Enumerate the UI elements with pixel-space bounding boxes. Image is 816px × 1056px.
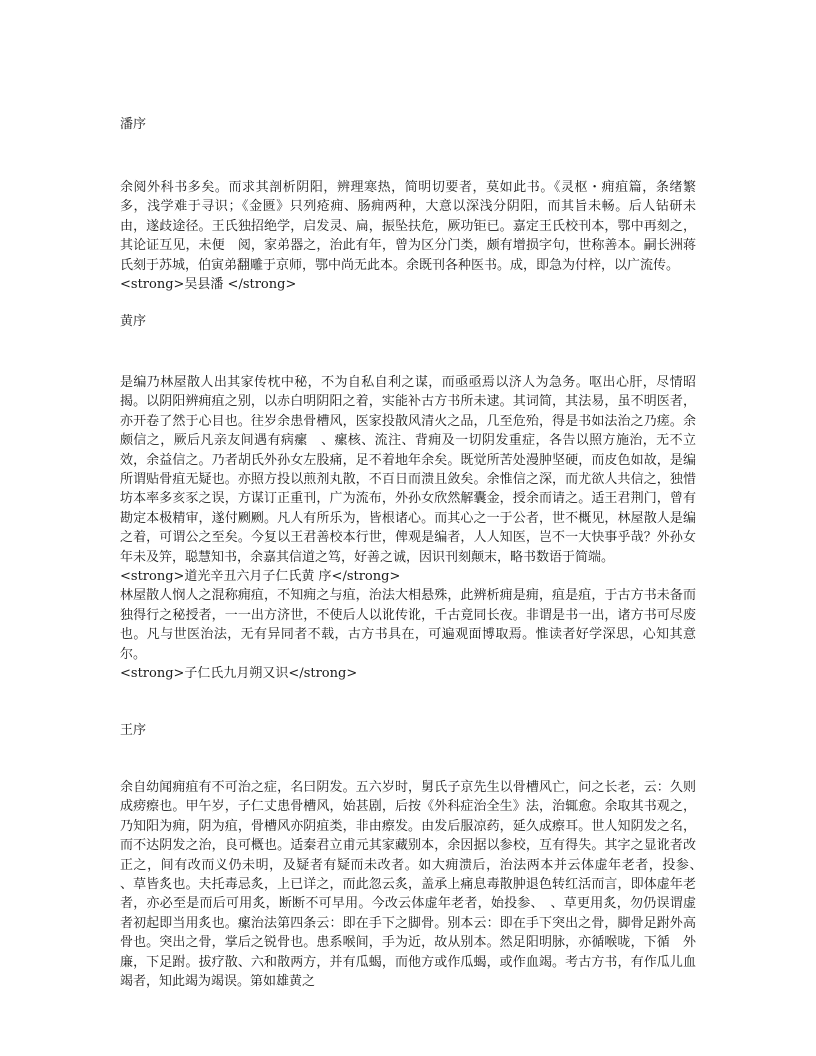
heading-pan-preface: 潘序 [120, 117, 147, 132]
huang-addendum-signature: <strong>子仁氏九月朔又识</strong> [120, 666, 358, 682]
heading-wang-preface: 王序 [120, 723, 147, 738]
wang-preface-text: 余自幼闻痈疽有不可治之症，名曰阴发。五六岁时，舅氏子京先生以骨槽风亡，问之长老，云：久则成痨瘵也。甲午岁，子仁丈患骨槽风，始甚剧，后按《外科症治全生》法，治辄愈。余取其书观之，乃知阳为痈，阴为疽，骨槽风亦阴疽类，非由瘵发。由发后服凉药，延久成瘵耳。世人知阴发之名，而不达阴发之治，良可概也。适秦君立甫元其家藏别本，余因据以参校，互有得失。其字之显讹者改正之，间有改而义仍未明，及疑者有疑而未改者。如大痈溃后，治法两本并云体虚年老者，投参、 、草皆炙也。夫托毒忌炙，上已详之，而此忽云炙，盖承上痛息毒散肿退色转红活而言，即体虚年老者，亦必至是而后可用炙，断断不可早用。今改云体虚年老者，始投参、 、草更用炙，勿仍误谓虚者初起即当用炙也。瘰治法第四条云：即在手下之脚骨。别本云：即在手下突出之骨，脚骨足跗外高骨也。突出之骨，掌后之锐骨也。患系喉间，手为近，故从别本。然足阳明脉，亦循喉咙，下循 外廉，下足跗。拔疗散、六和散两方，并有瓜蝎，而他方或作瓜蝎，或作血竭。考古方书，有作瓜儿血竭者，知此竭为竭误。第如雄黄之 [120, 780, 710, 990]
huang-preface-signature: <strong>道光辛丑六月子仁氏黄 序</strong> [120, 569, 401, 585]
huang-preface-body [120, 373, 696, 684]
huang-preface-text: 是编乃林屋散人出其家传枕中秘，不为自私自利之谋，而亟亟焉以济人为急务。呕出心肝，尽情昭揭。以阴阳辨痈疽之别，以赤白明阴阳之着，实能补古方书所未逮。其词简，其法易，虽不明医者，亦开卷了然于心目也。往岁余患骨槽风，医家投散风清火之品，几至危殆，得是书如法治之乃瘥。余颇信之，厥后凡亲友间遇有病瘰 、瘰核、流注、背痈及一切阴发重症，各告以照方施治，无不立效，余益信之。乃者胡氏外孙女左股痛，足不着地年余矣。既觉所苦处漫肿坚硬，而皮色如故，是编所谓贴骨疽无疑也。亦照方投以煎剂丸散，不百日而溃且敛矣。余惟信之深，而尤欲人共信之，独惜坊本率多亥豕之误，方谋订正重刊，广为流布，外孙女欣然解囊金，授余而请之。适王君荆门，曾有勘定本极精审，遂付劂劂。凡人有所乐为，皆根诸心。而其心之一于公者，世不概见，林屋散人是编之着，可谓公之至矣。今复以王君善校本行世，俾观是编者，人人知医，岂不一大快事乎哉？外孙女年未及笄，聪慧知书，余嘉其信道之笃，好善之诚，因识刊刻颠末，略书数语于简端。 [120, 375, 696, 565]
pan-preface-text: 余阅外科书多矣。而求其剖析阴阳，辨理寒热，简明切要者，莫如此书。《灵枢・痈疽篇，条绪繁多，浅学难于寻识；《金匮》只列疮痈、肠痈两种，大意以深浅分阴阳，而其旨未畅。后人钻研未由，遂歧途径。王氏独招绝学，启发灵、扁，振坠扶危，厥功钜已。嘉定王氏校刊本，鄂中再刻之，其论证互见，未便 阅，家弟器之，治此有年，曾为区分门类，颇有增损字句，世称善本。嗣长洲蒋氏刻于苏城，伯寅弟翻雕于京师，鄂中尚无此本。余既刊各种医书。成，即急为付梓，以广流传。 [120, 180, 696, 273]
heading-huang-preface: 黄序 [120, 314, 147, 329]
pan-preface-signature: <strong>吴县潘 </strong> [120, 277, 297, 293]
huang-preface-addendum: 林屋散人悯人之混称痈疽，不知痈之与疽，治法大相悬殊，此辨析痈是痈，疽是疽，于古方书未备而独得行之秘授者，一一出方济世，不使后人以讹传讹，千古竟同长夜。非谓是书一出，诸方书可尽废也。凡与世医治法，无有异同者不载，古方书具在，可遍观面博取焉。惟读者好学深思，心知其意尔。 [120, 588, 696, 662]
pan-preface-body [120, 178, 696, 294]
wang-preface-body [120, 778, 710, 991]
